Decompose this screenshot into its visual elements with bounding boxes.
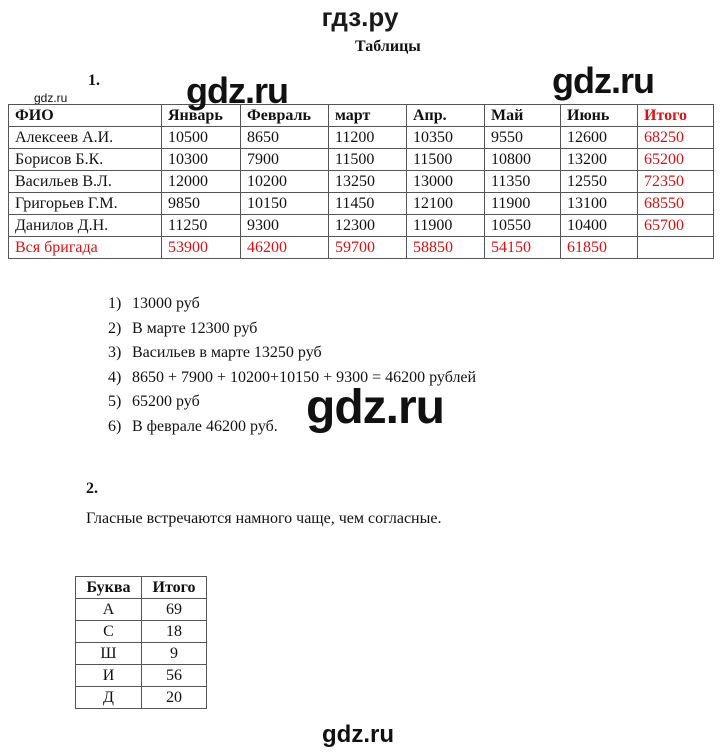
table-row [76,687,207,709]
watermark-large-2: gdz.ru [552,60,654,101]
answer-item: 3) Васильев в марте 13250 руб [108,344,322,361]
cell-name: Васильев В.Л. [9,171,162,193]
cell-value: 11500 [329,149,407,171]
cell-value: 11450 [329,193,407,215]
cell-value: 10550 [485,215,561,237]
cell-value: 11900 [485,193,561,215]
letter-frequency-table [75,576,207,709]
cell-name: Данилов Д.Н. [9,215,162,237]
cell-month-total: 61850 [561,237,638,259]
cell-value: 12000 [162,171,241,193]
cell-value: 11350 [485,171,561,193]
cell-count: 56 [142,665,207,687]
watermark-bottom: gdz.ru [322,721,394,748]
watermark-small: gdz.ru [34,91,68,105]
cell-month-total: 59700 [329,237,407,259]
cell-value: 12300 [329,215,407,237]
cell-name: Григорьев Г.М. [9,193,162,215]
watermark-large-1: gdz.ru [186,70,288,111]
table-row [9,215,714,237]
cell-value: 11200 [329,127,407,149]
brigade-salary-table [8,104,714,259]
header-march: март [329,105,407,127]
task-2-number: 2. [86,480,98,497]
answer-item: 6) В феврале 46200 руб. [108,417,278,435]
section-title: Таблицы [355,38,421,55]
cell-value: 11900 [407,215,485,237]
table-row [9,193,714,215]
cell-letter: С [76,621,142,643]
task-1-number: 1. [88,72,100,89]
cell-value: 12100 [407,193,485,215]
cell-value: 10200 [241,171,329,193]
cell-value: 10800 [485,149,561,171]
cell-value: 13250 [329,171,407,193]
cell-value: 13200 [561,149,638,171]
cell-value: 11500 [407,149,485,171]
cell-count: 18 [142,621,207,643]
table-header-row [76,577,207,599]
header-january: Январь [162,105,241,127]
header-total: Итого [638,105,714,127]
cell-total: 68250 [638,127,714,149]
header-february: Февраль [241,105,329,127]
cell-name: Алексеев А.И. [9,127,162,149]
cell-value: 11250 [162,215,241,237]
cell-name: Борисов Б.К. [9,149,162,171]
table-row [76,665,207,687]
cell-month-total: 46200 [241,237,329,259]
table-total-row [9,237,714,259]
header-may: Май [485,105,561,127]
cell-value: 13100 [561,193,638,215]
cell-value: 10150 [241,193,329,215]
cell-value: 10300 [162,149,241,171]
answer-item: 5) 65200 руб [108,393,200,410]
cell-value: 9850 [162,193,241,215]
watermark-large-3: gdz.ru [306,381,444,434]
cell-total: 68550 [638,193,714,215]
cell-letter: Ш [76,643,142,665]
table-row [9,149,714,171]
cell-empty [638,237,714,259]
answer-item: 2) В марте 12300 руб [108,319,258,337]
table-row [76,599,207,621]
cell-value: 12550 [561,171,638,193]
cell-total: 72350 [638,171,714,193]
header-letter: Буква [76,577,142,599]
header-fio: ФИО [9,105,162,127]
cell-letter: А [76,599,142,621]
cell-month-total: 54150 [485,237,561,259]
cell-total-label: Вся бригада [9,237,162,259]
cell-count: 69 [142,599,207,621]
cell-value: 10350 [407,127,485,149]
cell-count: 20 [142,687,207,709]
cell-month-total: 53900 [162,237,241,259]
cell-letter: И [76,665,142,687]
answer-item: 4) 8650 + 7900 + 10200+10150 + 9300 = 46200 рублей [108,368,477,386]
cell-total: 65200 [638,149,714,171]
cell-value: 13000 [407,171,485,193]
cell-value: 9550 [485,127,561,149]
cell-total: 65700 [638,215,714,237]
site-title: гдз.ру [321,2,399,32]
table-row [76,621,207,643]
header-april: Апр. [407,105,485,127]
cell-value: 10500 [162,127,241,149]
answer-item: 1) 13000 руб [108,295,200,312]
table-row [9,171,714,193]
cell-count: 9 [142,643,207,665]
table-row [9,127,714,149]
cell-month-total: 58850 [407,237,485,259]
cell-value: 7900 [241,149,329,171]
header-total: Итого [142,577,207,599]
header-june: Июнь [561,105,638,127]
cell-value: 10400 [561,215,638,237]
cell-value: 9300 [241,215,329,237]
cell-value: 8650 [241,127,329,149]
table-row [76,643,207,665]
table-header-row [9,105,714,127]
cell-value: 12600 [561,127,638,149]
cell-letter: Д [76,687,142,709]
task-2-statement: Гласные встречаются намного чаще, чем согласные. [86,510,442,527]
